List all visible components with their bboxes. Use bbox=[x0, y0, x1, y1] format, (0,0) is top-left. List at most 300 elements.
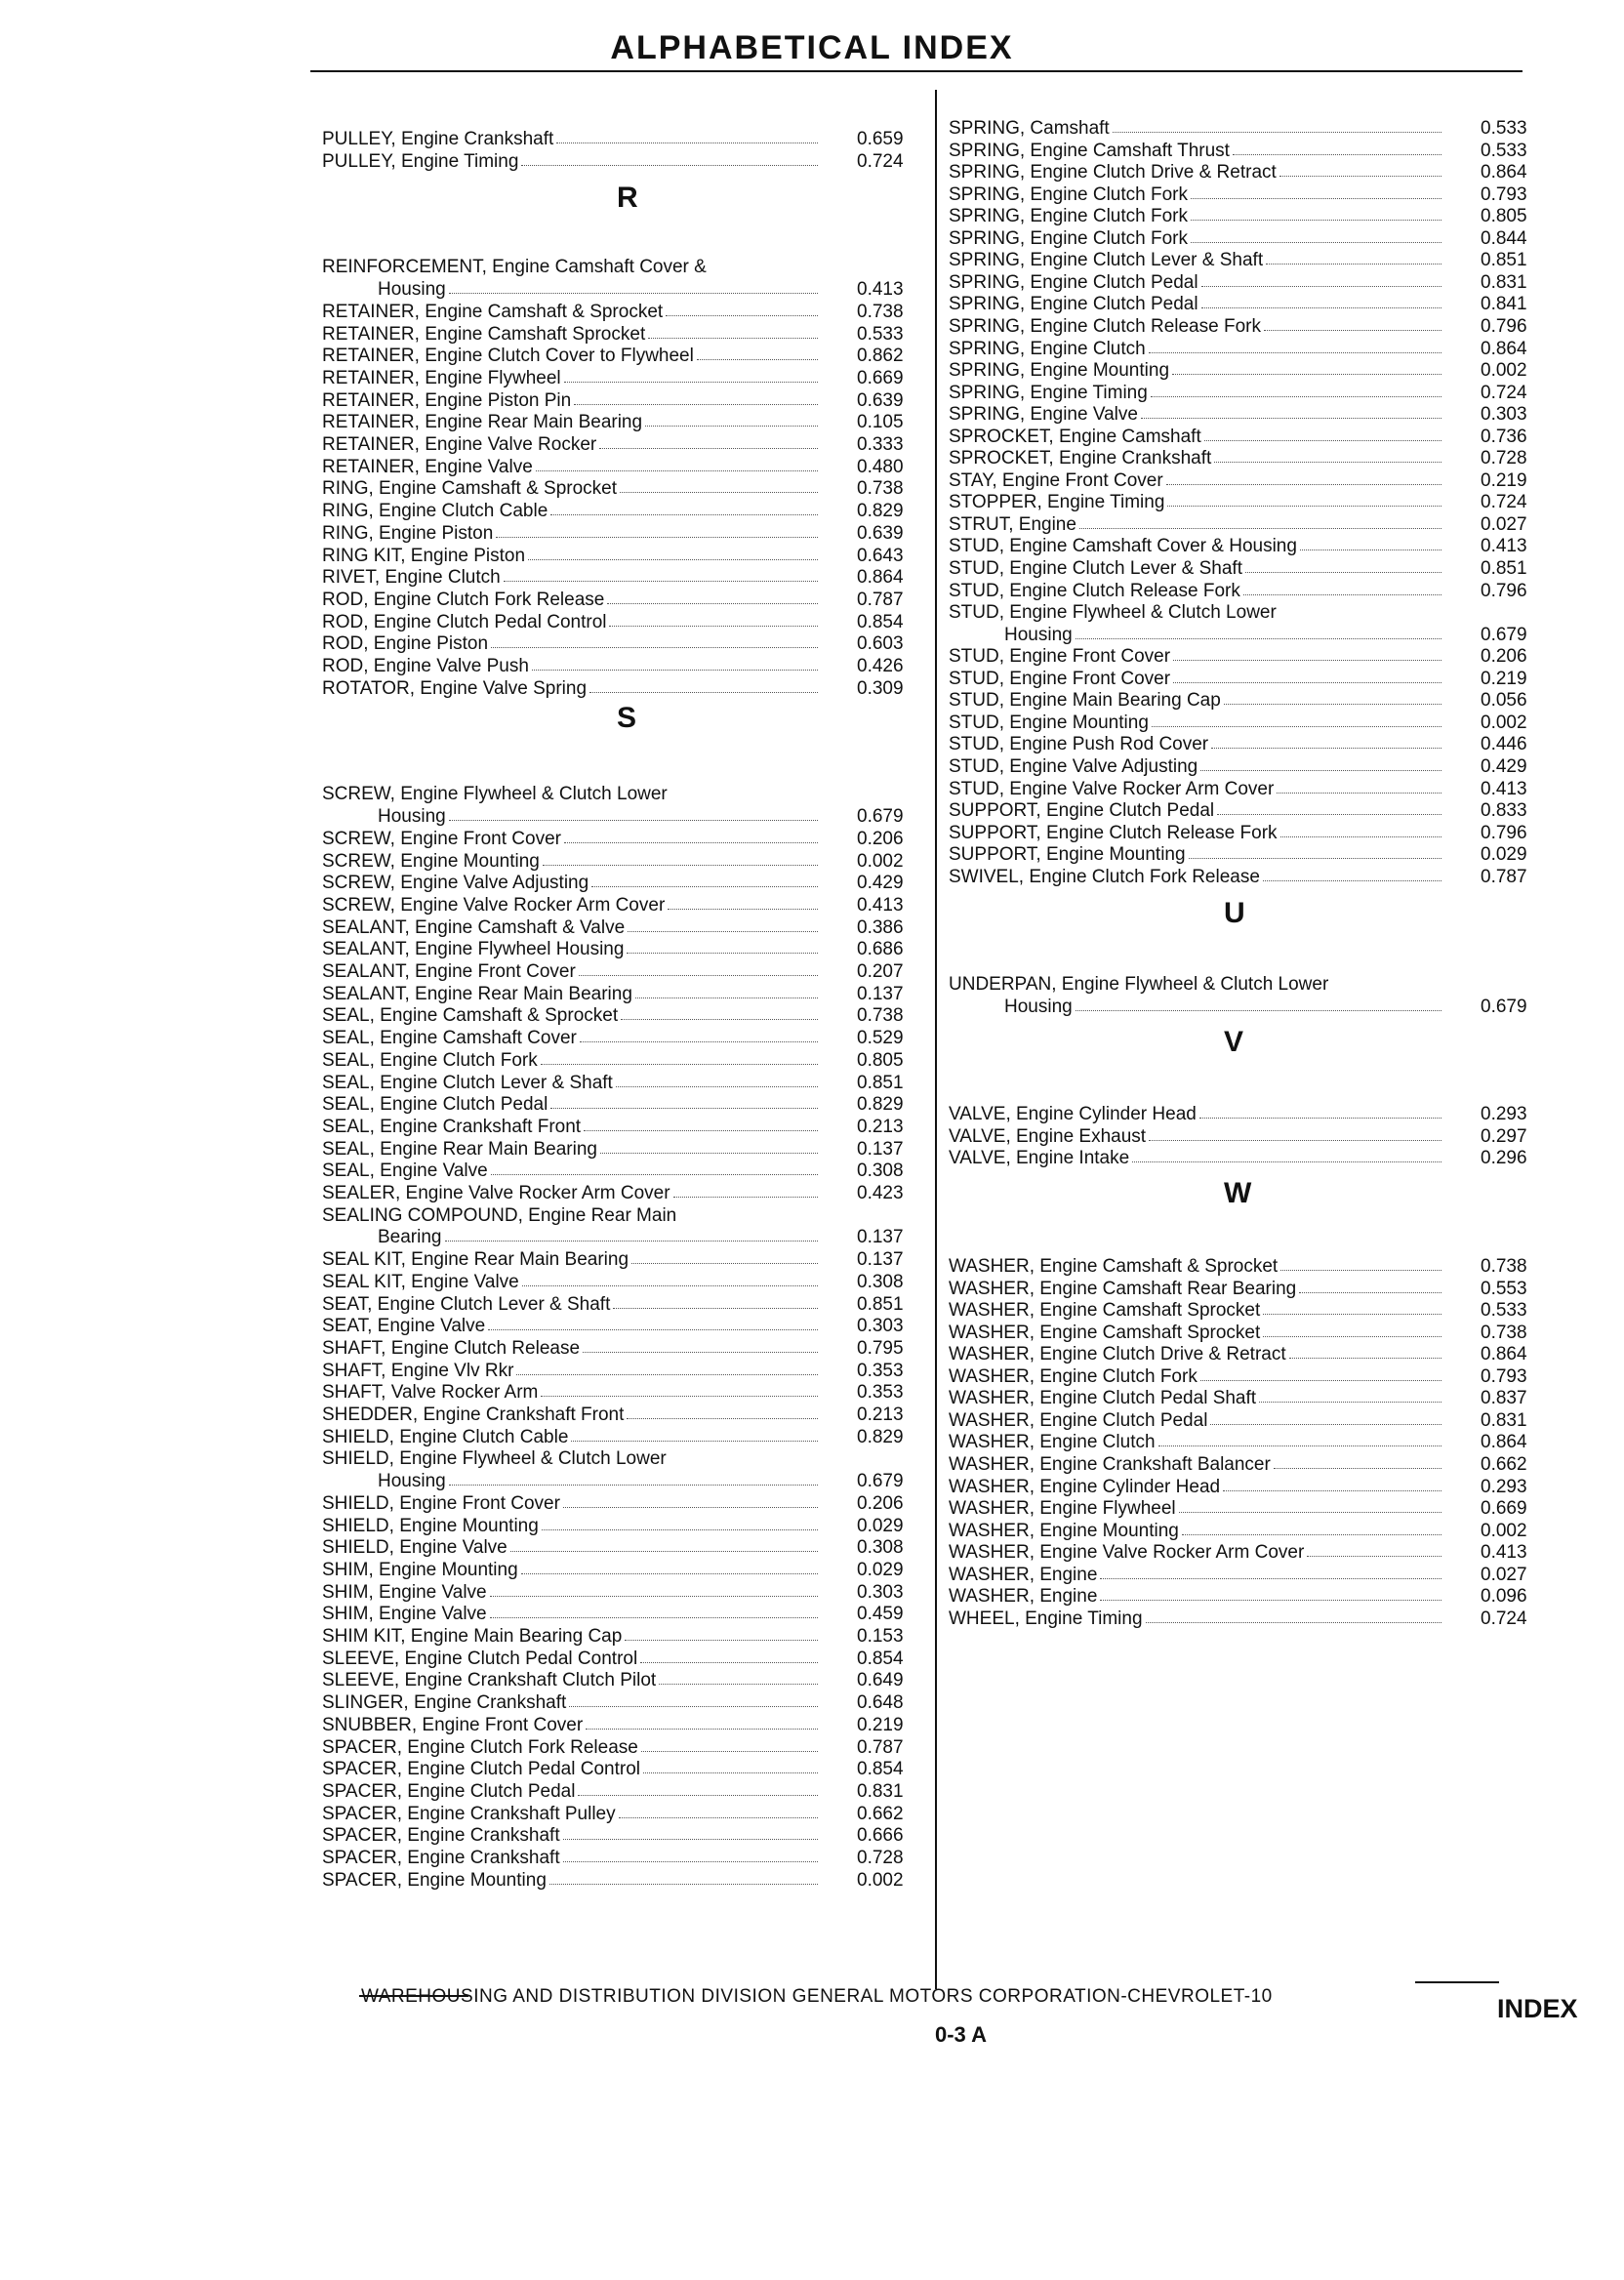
dot-leader bbox=[583, 1352, 818, 1353]
entry-page-number: 0.841 bbox=[1481, 294, 1527, 315]
entry-page-number: 0.303 bbox=[1481, 404, 1527, 426]
index-entry bbox=[322, 828, 917, 851]
entry-page-number: 0.553 bbox=[1481, 1278, 1527, 1299]
index-entry bbox=[322, 1625, 917, 1649]
dot-leader bbox=[1100, 1578, 1441, 1579]
entry-page-number: 0.805 bbox=[857, 1049, 904, 1071]
entry-label: WASHER, Engine Crankshaft Balancer bbox=[949, 1453, 1271, 1475]
entry-label: SEALANT, Engine Front Cover bbox=[322, 961, 576, 982]
entry-page-number: 0.787 bbox=[857, 1736, 904, 1758]
index-entry bbox=[322, 1691, 917, 1715]
index-entry-continued bbox=[949, 973, 1546, 997]
index-entry bbox=[949, 733, 1546, 756]
entry-page-number: 0.864 bbox=[1481, 1344, 1527, 1365]
entry-label: STUD, Engine Valve Rocker Arm Cover bbox=[949, 778, 1275, 799]
index-entry bbox=[949, 712, 1546, 735]
entry-label: SHIELD, Engine Flywheel & Clutch Lower bbox=[322, 1448, 667, 1470]
index-entry bbox=[322, 1138, 917, 1161]
entry-label: SPRING, Engine Clutch Pedal bbox=[949, 294, 1198, 315]
entry-label: SHIELD, Engine Mounting bbox=[322, 1515, 539, 1536]
entry-label: WASHER, Engine Camshaft Sprocket bbox=[949, 1322, 1261, 1343]
index-entry bbox=[322, 1581, 917, 1605]
index-entry bbox=[322, 589, 917, 612]
entry-page-number: 0.851 bbox=[857, 1293, 904, 1315]
index-entry bbox=[322, 1824, 917, 1848]
dot-leader bbox=[659, 1684, 818, 1685]
entry-label: WASHER, Engine Clutch bbox=[949, 1432, 1156, 1453]
index-entry bbox=[949, 996, 1546, 1019]
entry-page-number: 0.206 bbox=[857, 1492, 904, 1514]
dot-leader bbox=[631, 1263, 818, 1264]
entry-label: Bearing bbox=[378, 1227, 442, 1248]
dot-leader bbox=[1172, 374, 1441, 375]
entry-page-number: 0.795 bbox=[857, 1337, 904, 1359]
entry-label: RETAINER, Engine Piston Pin bbox=[322, 389, 572, 411]
entry-label: RETAINER, Engine Rear Main Bearing bbox=[322, 412, 643, 433]
dot-leader bbox=[528, 559, 818, 560]
entry-label: WASHER, Engine Flywheel bbox=[949, 1498, 1176, 1520]
entry-label: SPRING, Engine Clutch Lever & Shaft bbox=[949, 250, 1264, 271]
entry-label: SEAL, Engine Clutch Lever & Shaft bbox=[322, 1072, 613, 1093]
dot-leader bbox=[589, 692, 818, 693]
index-entry bbox=[949, 580, 1546, 603]
entry-label: SLEEVE, Engine Crankshaft Clutch Pilot bbox=[322, 1670, 657, 1691]
entry-label: STUD, Engine Camshaft Cover & Housing bbox=[949, 536, 1297, 557]
index-entry bbox=[949, 447, 1546, 470]
entry-page-number: 0.029 bbox=[857, 1559, 904, 1580]
entry-page-number: 0.854 bbox=[857, 611, 904, 632]
dot-leader bbox=[1264, 330, 1441, 331]
footer-division-text: WAREHOUSING AND DISTRIBUTION DIVISION GENERAL MOTORS CORPORATION-CHEVROLET-10 bbox=[361, 1986, 1273, 2007]
index-entry bbox=[949, 205, 1546, 228]
entry-page-number: 0.679 bbox=[857, 1471, 904, 1492]
entry-page-number: 0.296 bbox=[1481, 1148, 1527, 1169]
dot-leader bbox=[1189, 858, 1441, 859]
dot-leader bbox=[1191, 220, 1441, 221]
entry-label: SHIELD, Engine Valve bbox=[322, 1537, 508, 1559]
entry-page-number: 0.303 bbox=[857, 1316, 904, 1337]
entry-page-number: 0.413 bbox=[857, 894, 904, 916]
entry-label: SCREW, Engine Mounting bbox=[322, 850, 540, 872]
index-entry bbox=[322, 850, 917, 874]
entry-label: SEAL KIT, Engine Valve bbox=[322, 1271, 519, 1292]
entry-label: WASHER, Engine Valve Rocker Arm Cover bbox=[949, 1542, 1305, 1564]
index-entry bbox=[949, 338, 1546, 361]
entry-page-number: 0.137 bbox=[857, 1138, 904, 1160]
dot-leader bbox=[563, 1861, 818, 1862]
dot-leader bbox=[1204, 440, 1441, 441]
entry-page-number: 0.002 bbox=[857, 1869, 904, 1891]
dot-leader bbox=[449, 293, 818, 294]
index-entry bbox=[322, 323, 917, 346]
index-entry bbox=[322, 1426, 917, 1449]
dot-leader bbox=[1113, 132, 1441, 133]
dot-leader bbox=[1263, 1314, 1441, 1315]
dot-leader bbox=[549, 1884, 818, 1885]
entry-label: ROD, Engine Clutch Pedal Control bbox=[322, 611, 607, 632]
index-entry bbox=[322, 1536, 917, 1560]
entry-page-number: 0.105 bbox=[857, 412, 904, 433]
index-entry bbox=[322, 1780, 917, 1804]
index-entry bbox=[949, 1299, 1546, 1323]
entry-page-number: 0.206 bbox=[857, 828, 904, 849]
entry-page-number: 0.603 bbox=[857, 633, 904, 655]
entry-page-number: 0.206 bbox=[1481, 646, 1527, 668]
index-entry bbox=[322, 1360, 917, 1383]
section-letter-w: W bbox=[1224, 1177, 1252, 1209]
dot-leader bbox=[1289, 1358, 1441, 1359]
index-entry bbox=[322, 1027, 917, 1050]
index-entry bbox=[949, 491, 1546, 514]
dot-leader bbox=[668, 909, 818, 910]
entry-label: RETAINER, Engine Valve bbox=[322, 456, 533, 477]
entry-label: STUD, Engine Main Bearing Cap bbox=[949, 690, 1221, 712]
entry-label: RIVET, Engine Clutch bbox=[322, 567, 501, 589]
index-entry bbox=[949, 799, 1546, 823]
entry-page-number: 0.002 bbox=[1481, 360, 1527, 382]
entry-label: RING, Engine Camshaft & Sprocket bbox=[322, 478, 618, 500]
entry-label: STUD, Engine Mounting bbox=[949, 712, 1149, 733]
index-entry bbox=[949, 1387, 1546, 1410]
index-entry bbox=[949, 382, 1546, 405]
index-entry bbox=[322, 1072, 917, 1095]
entry-label: ROTATOR, Engine Valve Spring bbox=[322, 677, 588, 699]
index-entry-continued bbox=[322, 1447, 917, 1471]
dot-leader bbox=[510, 1551, 818, 1552]
entry-page-number: 0.529 bbox=[857, 1028, 904, 1049]
entry-page-number: 0.854 bbox=[857, 1648, 904, 1669]
entry-label: RING, Engine Piston bbox=[322, 522, 494, 544]
entry-page-number: 0.662 bbox=[857, 1803, 904, 1824]
title-rule bbox=[310, 70, 1522, 72]
dot-leader bbox=[580, 1041, 818, 1042]
entry-label: SPRING, Engine Clutch Fork bbox=[949, 183, 1188, 205]
entry-label: SPRING, Engine Clutch Fork bbox=[949, 206, 1188, 227]
dot-leader bbox=[532, 670, 818, 671]
entry-label: SPRING, Engine Clutch Release Fork bbox=[949, 315, 1261, 337]
entry-label: STUD, Engine Flywheel & Clutch Lower bbox=[949, 602, 1277, 624]
index-entry bbox=[322, 500, 917, 523]
index-entry bbox=[949, 1365, 1546, 1389]
entry-label: STAY, Engine Front Cover bbox=[949, 469, 1163, 491]
entry-page-number: 0.844 bbox=[1481, 227, 1527, 249]
entry-label: SPRING, Engine Clutch Pedal bbox=[949, 271, 1198, 293]
dot-leader bbox=[1266, 264, 1441, 265]
entry-page-number: 0.213 bbox=[857, 1116, 904, 1137]
entry-page-number: 0.029 bbox=[857, 1515, 904, 1536]
entry-page-number: 0.837 bbox=[1481, 1388, 1527, 1409]
entry-page-number: 0.851 bbox=[1481, 250, 1527, 271]
entry-label: STUD, Engine Front Cover bbox=[949, 668, 1171, 689]
entry-label: SEAL KIT, Engine Rear Main Bearing bbox=[322, 1249, 629, 1271]
entry-label: WASHER, Engine Camshaft & Sprocket bbox=[949, 1256, 1279, 1277]
entry-page-number: 0.736 bbox=[1481, 426, 1527, 447]
index-entry bbox=[322, 456, 917, 479]
index-entry bbox=[322, 1116, 917, 1139]
entry-label: Housing bbox=[1004, 624, 1073, 645]
index-entry bbox=[322, 301, 917, 324]
entry-label: SLINGER, Engine Crankshaft bbox=[322, 1692, 567, 1714]
entry-page-number: 0.793 bbox=[1481, 183, 1527, 205]
entry-page-number: 0.649 bbox=[857, 1670, 904, 1691]
index-entry bbox=[322, 128, 917, 151]
entry-label: ROD, Engine Piston bbox=[322, 633, 489, 655]
dot-leader bbox=[1158, 1445, 1441, 1446]
entry-page-number: 0.293 bbox=[1481, 1476, 1527, 1497]
dot-leader bbox=[491, 1174, 818, 1175]
entry-label: STUD, Engine Clutch Lever & Shaft bbox=[949, 558, 1242, 579]
index-entry bbox=[949, 1103, 1546, 1126]
dot-leader bbox=[613, 1308, 818, 1309]
entry-page-number: 0.423 bbox=[857, 1183, 904, 1203]
entry-page-number: 0.413 bbox=[1481, 778, 1527, 799]
dot-leader bbox=[496, 537, 818, 538]
entry-page-number: 0.353 bbox=[857, 1360, 904, 1381]
dot-leader bbox=[697, 359, 818, 360]
index-entry bbox=[949, 249, 1546, 272]
index-entry bbox=[322, 1736, 917, 1760]
entry-page-number: 0.308 bbox=[857, 1160, 904, 1182]
dot-leader bbox=[504, 581, 818, 582]
entry-page-number: 0.533 bbox=[1481, 1300, 1527, 1322]
entry-page-number: 0.738 bbox=[1481, 1322, 1527, 1343]
index-entry bbox=[949, 1409, 1546, 1433]
index-entry-continued bbox=[322, 1204, 917, 1228]
dot-leader bbox=[1079, 528, 1441, 529]
dot-leader bbox=[1146, 1622, 1441, 1623]
dot-leader bbox=[645, 426, 818, 427]
dot-leader bbox=[1200, 1380, 1441, 1381]
dot-leader bbox=[1179, 1512, 1441, 1513]
entry-label: WASHER, Engine Camshaft Sprocket bbox=[949, 1300, 1261, 1322]
index-entry bbox=[322, 566, 917, 590]
entry-label: SHIELD, Engine Clutch Cable bbox=[322, 1426, 569, 1447]
dot-leader bbox=[541, 1396, 818, 1397]
entry-label: RETAINER, Engine Flywheel bbox=[322, 367, 561, 388]
entry-page-number: 0.864 bbox=[857, 567, 904, 589]
index-entry bbox=[949, 1608, 1546, 1631]
entry-label: ROD, Engine Valve Push bbox=[322, 656, 529, 676]
index-entry bbox=[949, 271, 1546, 295]
entry-page-number: 0.027 bbox=[1481, 513, 1527, 535]
entry-label: STUD, Engine Clutch Release Fork bbox=[949, 580, 1240, 601]
index-entry bbox=[322, 611, 917, 634]
dot-leader bbox=[516, 1374, 818, 1375]
dot-leader bbox=[542, 1529, 818, 1530]
index-entry bbox=[949, 557, 1546, 581]
dot-leader bbox=[1210, 1424, 1441, 1425]
entry-page-number: 0.137 bbox=[857, 1249, 904, 1271]
section-letter-s: S bbox=[617, 701, 637, 734]
dot-leader bbox=[1173, 660, 1441, 661]
index-entry bbox=[949, 469, 1546, 493]
entry-label: SCREW, Engine Flywheel & Clutch Lower bbox=[322, 784, 668, 805]
dot-leader bbox=[490, 1617, 818, 1618]
entry-label: SPRING, Engine Camshaft Thrust bbox=[949, 140, 1230, 161]
index-entry bbox=[322, 1226, 917, 1249]
entry-page-number: 0.796 bbox=[1481, 822, 1527, 843]
entry-page-number: 0.679 bbox=[1481, 996, 1527, 1017]
footer-rule-right bbox=[1415, 1981, 1499, 1983]
entry-label: RING, Engine Clutch Cable bbox=[322, 501, 548, 522]
entry-label: SEAT, Engine Clutch Lever & Shaft bbox=[322, 1293, 611, 1315]
entry-page-number: 0.728 bbox=[1481, 448, 1527, 469]
entry-label: SPRING, Engine Clutch bbox=[949, 338, 1146, 359]
entry-label: SCREW, Engine Valve Rocker Arm Cover bbox=[322, 894, 666, 916]
index-entry bbox=[949, 403, 1546, 427]
dot-leader bbox=[609, 626, 818, 627]
entry-page-number: 0.738 bbox=[857, 1005, 904, 1027]
entry-label: RETAINER, Engine Clutch Cover to Flywheel bbox=[322, 346, 694, 367]
dot-leader bbox=[1243, 594, 1441, 595]
entry-page-number: 0.796 bbox=[1481, 315, 1527, 337]
index-entry bbox=[949, 535, 1546, 558]
index-entry bbox=[949, 1520, 1546, 1543]
dot-leader bbox=[1199, 1118, 1441, 1119]
entry-page-number: 0.002 bbox=[1481, 1520, 1527, 1541]
entry-label: SPROCKET, Engine Camshaft bbox=[949, 426, 1201, 447]
index-entry bbox=[949, 1585, 1546, 1608]
dot-leader bbox=[564, 842, 818, 843]
index-entry bbox=[322, 1182, 917, 1205]
dot-leader bbox=[619, 1817, 818, 1818]
index-entry bbox=[322, 1492, 917, 1516]
dot-leader bbox=[625, 1640, 818, 1641]
entry-label: SHIM, Engine Valve bbox=[322, 1581, 487, 1603]
dot-leader bbox=[521, 1573, 818, 1574]
entry-page-number: 0.666 bbox=[857, 1825, 904, 1847]
index-entry bbox=[322, 1869, 917, 1893]
dot-leader bbox=[1200, 770, 1441, 771]
index-entry bbox=[949, 624, 1546, 647]
dot-leader bbox=[643, 1772, 818, 1773]
index-entry-continued bbox=[322, 783, 917, 806]
index-entry bbox=[322, 1293, 917, 1317]
entry-label: Housing bbox=[378, 806, 446, 828]
dot-leader bbox=[1141, 418, 1441, 419]
entry-page-number: 0.213 bbox=[857, 1405, 904, 1425]
dot-leader bbox=[1280, 836, 1441, 837]
index-entry bbox=[949, 1278, 1546, 1301]
entry-page-number: 0.728 bbox=[857, 1848, 904, 1868]
entry-page-number: 0.862 bbox=[857, 346, 904, 367]
entry-label: SUPPORT, Engine Clutch Pedal bbox=[949, 800, 1215, 822]
dot-leader bbox=[584, 1130, 818, 1131]
entry-label: SWIVEL, Engine Clutch Fork Release bbox=[949, 866, 1260, 887]
dot-leader bbox=[1299, 1292, 1441, 1293]
entry-label: SEALING COMPOUND, Engine Rear Main bbox=[322, 1204, 677, 1226]
dot-leader bbox=[488, 1329, 818, 1330]
entry-page-number: 0.831 bbox=[857, 1780, 904, 1802]
entry-label: SPRING, Engine Mounting bbox=[949, 360, 1170, 382]
entry-page-number: 0.787 bbox=[1481, 866, 1527, 887]
entry-page-number: 0.297 bbox=[1481, 1125, 1527, 1147]
entry-label: SEAL, Engine Valve bbox=[322, 1160, 488, 1182]
index-entry bbox=[322, 477, 917, 501]
entry-label: SPRING, Camshaft bbox=[949, 118, 1110, 139]
entry-page-number: 0.829 bbox=[857, 501, 904, 522]
index-entry bbox=[322, 894, 917, 917]
dot-leader bbox=[1217, 814, 1441, 815]
page-title: ALPHABETICAL INDEX bbox=[610, 29, 1014, 66]
dot-leader bbox=[599, 448, 818, 449]
dot-leader bbox=[563, 1839, 818, 1840]
entry-label: SEAT, Engine Valve bbox=[322, 1316, 486, 1337]
entry-label: SHIM, Engine Mounting bbox=[322, 1559, 518, 1580]
index-entry bbox=[322, 1470, 917, 1493]
entry-page-number: 0.639 bbox=[857, 389, 904, 411]
section-letter-u: U bbox=[1224, 896, 1245, 929]
dot-leader bbox=[579, 975, 818, 976]
index-entry bbox=[949, 778, 1546, 801]
entry-page-number: 0.303 bbox=[857, 1581, 904, 1603]
entry-label: WASHER, Engine Mounting bbox=[949, 1520, 1179, 1541]
index-entry bbox=[949, 645, 1546, 669]
entry-page-number: 0.309 bbox=[857, 677, 904, 699]
entry-label: Housing bbox=[378, 1471, 446, 1492]
entry-page-number: 0.854 bbox=[857, 1759, 904, 1780]
entry-label: VALVE, Engine Intake bbox=[949, 1148, 1130, 1169]
index-entry bbox=[949, 426, 1546, 449]
entry-page-number: 0.724 bbox=[1481, 382, 1527, 403]
entry-label: WASHER, Engine bbox=[949, 1586, 1098, 1608]
index-entry bbox=[322, 411, 917, 434]
entry-page-number: 0.686 bbox=[857, 939, 904, 960]
dot-leader bbox=[600, 1153, 818, 1154]
entry-page-number: 0.413 bbox=[1481, 536, 1527, 557]
entry-page-number: 0.533 bbox=[1481, 118, 1527, 139]
index-entry bbox=[949, 140, 1546, 163]
dot-leader bbox=[1280, 1270, 1441, 1271]
entry-label: STOPPER, Engine Timing bbox=[949, 492, 1165, 513]
entry-label: RETAINER, Engine Camshaft Sprocket bbox=[322, 323, 646, 345]
entry-label: SEAL, Engine Camshaft Cover bbox=[322, 1028, 577, 1049]
entry-label: SCREW, Engine Valve Adjusting bbox=[322, 873, 589, 894]
dot-leader bbox=[591, 886, 818, 887]
dot-leader bbox=[1076, 638, 1441, 639]
entry-page-number: 0.207 bbox=[857, 961, 904, 982]
dot-leader bbox=[673, 1197, 818, 1198]
index-entry bbox=[949, 1125, 1546, 1149]
entry-page-number: 0.831 bbox=[1481, 271, 1527, 293]
index-entry bbox=[949, 183, 1546, 207]
dot-leader bbox=[1167, 506, 1441, 507]
index-entry bbox=[949, 117, 1546, 141]
dot-leader bbox=[536, 470, 818, 471]
page-number: 0-3 A bbox=[935, 2022, 987, 2047]
index-entry bbox=[322, 278, 917, 302]
index-entry bbox=[322, 1093, 917, 1117]
dot-leader bbox=[620, 492, 818, 493]
index-entry bbox=[322, 367, 917, 390]
entry-page-number: 0.724 bbox=[1481, 492, 1527, 513]
dot-leader bbox=[1233, 154, 1441, 155]
dot-leader bbox=[550, 1108, 818, 1109]
entry-page-number: 0.805 bbox=[1481, 206, 1527, 227]
index-entry bbox=[322, 983, 917, 1006]
entry-label: SUPPORT, Engine Clutch Release Fork bbox=[949, 822, 1278, 843]
index-entry bbox=[949, 227, 1546, 251]
entry-page-number: 0.851 bbox=[1481, 558, 1527, 579]
entry-label: SHAFT, Engine Vlv Rkr bbox=[322, 1360, 514, 1381]
entry-label: SPRING, Engine Valve bbox=[949, 404, 1138, 426]
dot-leader bbox=[627, 953, 818, 954]
entry-page-number: 0.353 bbox=[857, 1382, 904, 1404]
entry-page-number: 0.533 bbox=[857, 323, 904, 345]
dot-leader bbox=[1263, 1336, 1441, 1337]
dot-leader bbox=[628, 931, 818, 932]
entry-page-number: 0.480 bbox=[857, 456, 904, 477]
